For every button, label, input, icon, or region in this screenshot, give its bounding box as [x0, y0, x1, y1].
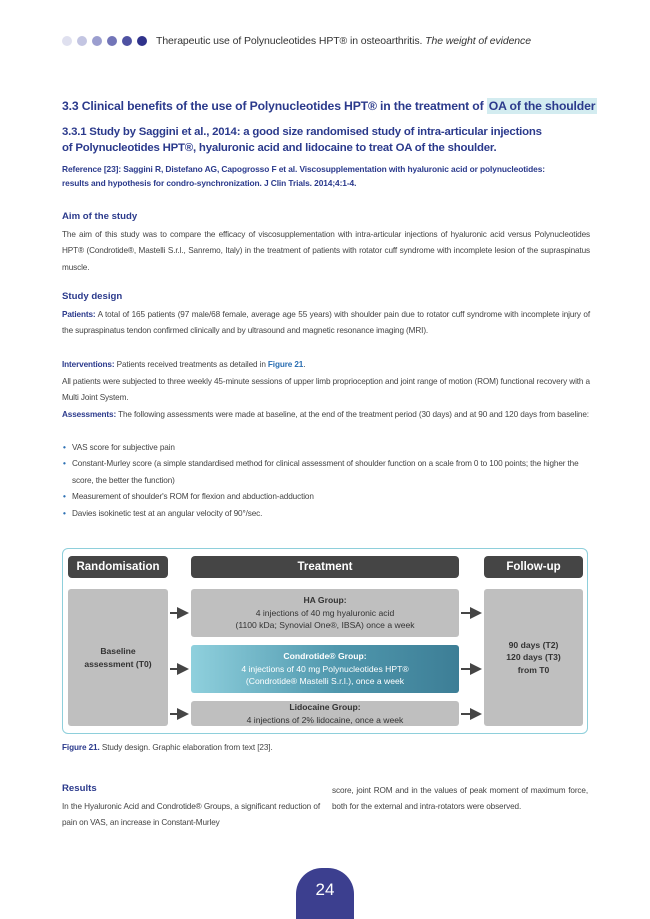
results-title: Results — [62, 783, 97, 794]
patients-paragraph: Patients: A total of 165 patients (97 male/68 female, average age 55 years) with shoulder pain due to rotator cuff syndrome with incomplete injury of the supraspinatus tendon confirmed clinically and by ultrasound and magnetic resonance imaging (MRI). — [62, 310, 590, 336]
section-title: 3.3 Clinical benefits of the use of Polynucleotides HPT® in the treatment of OA of the shoulder — [62, 99, 596, 113]
list-item: • Davies isokinetic test at an angular velocity of 90°/sec. — [62, 506, 590, 522]
condrotide-group-box: Condrotide® Group: 4 injections of 40 mg Polynucleotides HPT® (Condrotide® Mastelli S.r.l.), once a week — [191, 645, 459, 693]
results-col1: In the Hyaluronic Acid and Condrotide® Groups, a significant reduction of pain on VAS, an increase in Constant-Murley — [62, 802, 320, 828]
list-item: • VAS score for subjective pain — [62, 440, 590, 456]
header-dot — [62, 36, 72, 46]
followup-header: Follow-up — [484, 556, 583, 578]
assessments-paragraph: Assessments: The following assessments were made at baseline, at the end of the treatment period (30 days) and at 90 and 120 days from baseline: — [62, 410, 589, 419]
lidocaine-group-box: Lidocaine Group: 4 injections of 2% lidocaine, once a week — [191, 701, 459, 726]
title-highlight: OA of the shoulder — [488, 99, 596, 113]
ha-group-box: HA Group: 4 injections of 40 mg hyaluronic acid (1100 kDa; Synovial One®, IBSA) once a week — [191, 589, 459, 637]
study-design-diagram — [62, 548, 588, 734]
diagram-arrows — [63, 549, 587, 733]
randomisation-header: Randomisation — [68, 556, 168, 578]
results-col2: score, joint ROM and in the values of peak moment of maximum force, both for the external and intra-rotators were observed. — [332, 786, 588, 812]
design-title: Study design — [62, 291, 123, 302]
header-dot — [137, 36, 147, 46]
header-text: Therapeutic use of Polynucleotides HPT® in osteoarthritis. The weight of evidence — [156, 35, 531, 47]
running-header — [62, 33, 531, 49]
list-item: • Constant-Murley score (a simple standardised method for clinical assessment of shoulder function on a scale from 0 to 100 points; the higher the score, the better the function) — [62, 456, 590, 489]
baseline-box: Baseline assessment (T0) — [68, 589, 168, 726]
figure-link[interactable]: Figure 21 — [267, 360, 304, 369]
header-dot — [77, 36, 87, 46]
page-number: 24 — [296, 868, 354, 919]
assessment-list — [62, 440, 590, 522]
header-dot — [92, 36, 102, 46]
list-item: • Measurement of shoulder's ROM for flexion and abduction-adduction — [62, 489, 590, 505]
header-dot — [107, 36, 117, 46]
all-patients-paragraph: All patients were subjected to three weekly 45-minute sessions of upper limb proprioception and joint range of motion (ROM) functional recovery with a Multi Joint System. — [62, 377, 590, 403]
aim-text: The aim of this study was to compare the efficacy of viscosupplementation with intra-articular injections of hyaluronic acid versus Polynucleotides HPT® (Condrotide®, Mastelli S.r.l., Sanremo, Italy) in the treatment of patients with rotator cuff syndrome with incomplete lesion of the supraspinatus muscle. — [62, 230, 590, 272]
subsection-title: 3.3.1 Study by Saggini et al., 2014: a good size randomised study of intra-articular injections of Polynucleotides HPT®, hyaluronic acid and lidocaine to treat OA of the shoulder. — [62, 126, 542, 154]
reference: Reference [23]: Saggini R, Distefano AG, Capogrosso F et al. Viscosupplementation with hyaluronic acid or polynucleotides: results and hypothesis for condro-synchronization. J Clin Trials. 2014;4:1-4. — [62, 164, 545, 188]
figure-caption: Figure 21. Study design. Graphic elaboration from text [23]. — [62, 743, 273, 752]
interventions-paragraph: Interventions: Patients received treatments as detailed in Figure 21. — [62, 360, 306, 369]
header-dots — [62, 36, 147, 46]
treatment-header: Treatment — [191, 556, 459, 578]
header-dot — [122, 36, 132, 46]
aim-title: Aim of the study — [62, 211, 138, 222]
followup-box: 90 days (T2) 120 days (T3) from T0 — [484, 589, 583, 726]
